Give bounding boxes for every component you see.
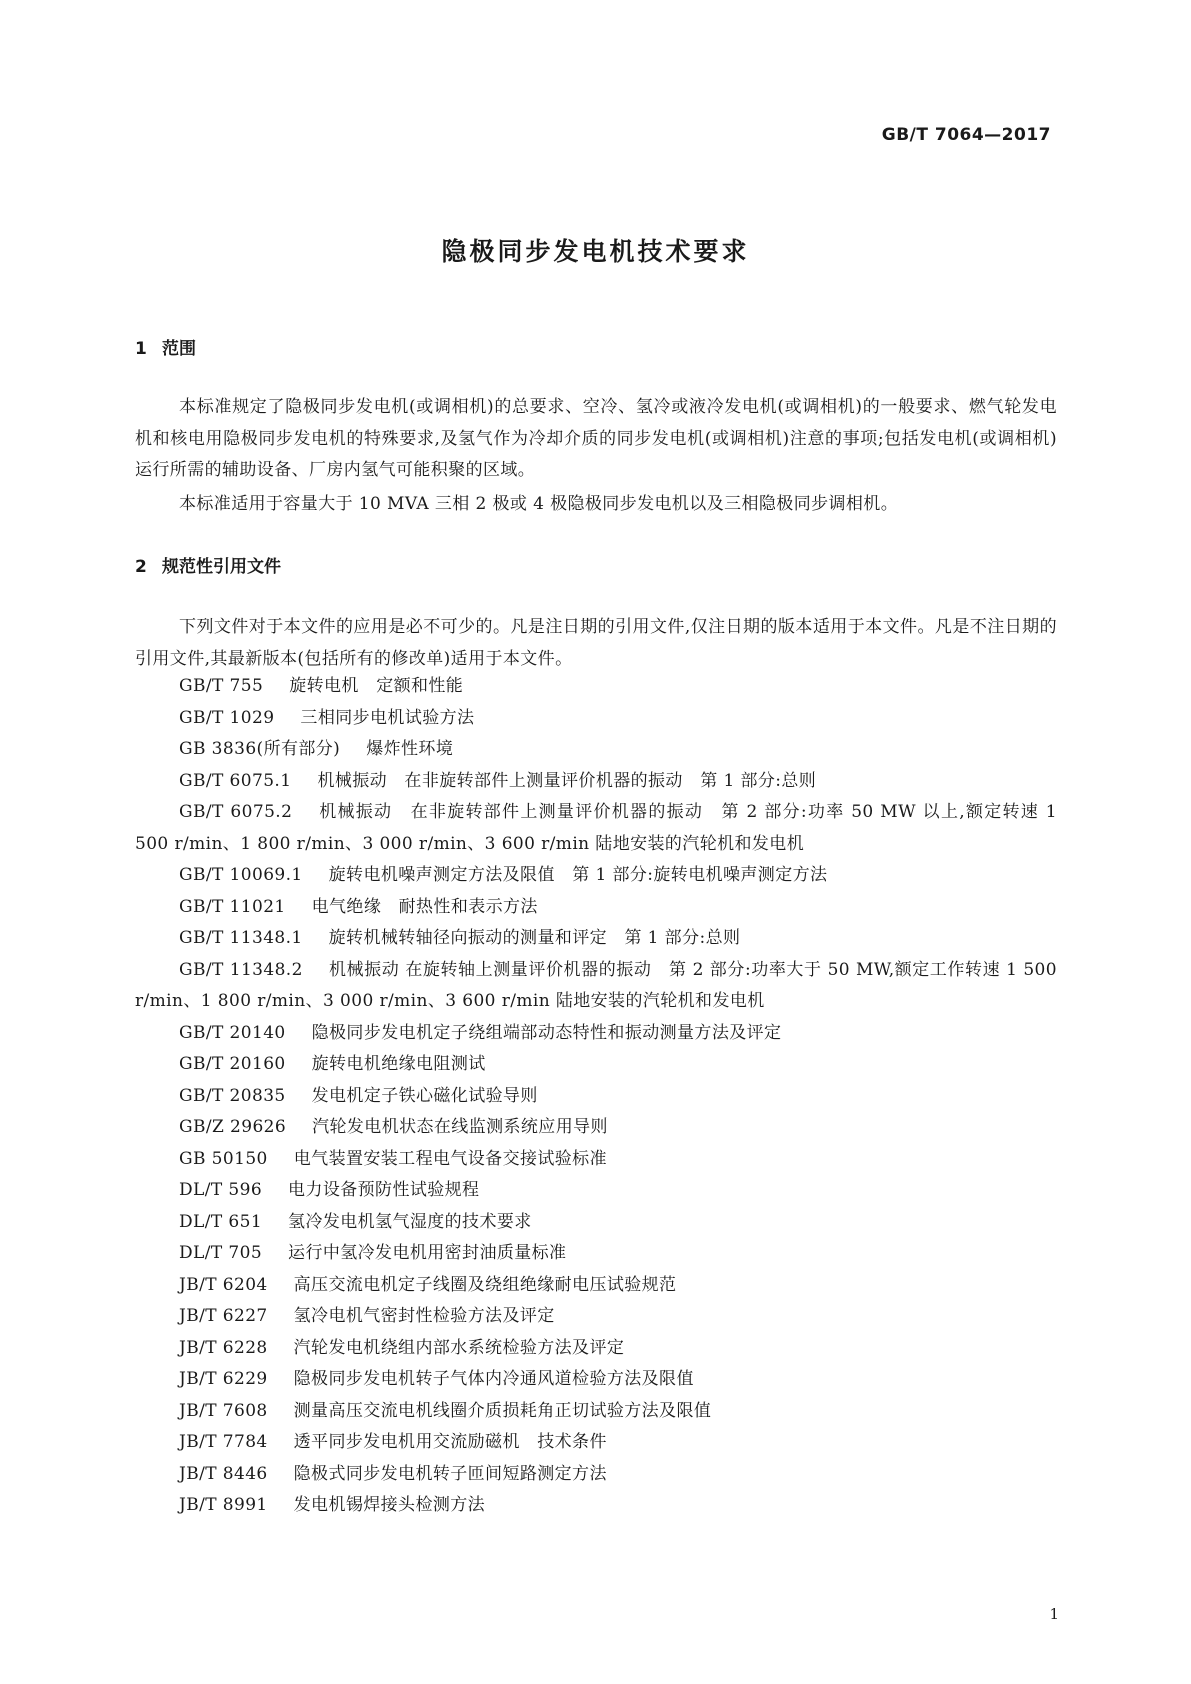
reference-item: [135, 1301, 1057, 1333]
reference-title: 机械振动 在旋转轴上测量评价机器的振动 第 2 部分:功率大于 50 MW,额定工作转速 1 500 r/min、1 800 r/min、3 000 r/min、3 600 r/min 陆地安装的汽轮机和发电机: [135, 959, 1057, 1011]
reference-title: 旋转电机噪声测定方法及限值 第 1 部分:旋转电机噪声测定方法: [328, 865, 828, 885]
reference-code: GB/T 11348.1: [179, 928, 303, 948]
reference-item: [135, 1112, 1057, 1144]
reference-item: [135, 671, 1057, 703]
reference-code: JB/T 7784: [179, 1432, 268, 1452]
reference-item: [135, 1175, 1057, 1207]
reference-title: 机械振动 在非旋转部件上测量评价机器的振动 第 1 部分:总则: [317, 770, 817, 791]
reference-title: 旋转机械转轴径向振动的测量和评定 第 1 部分:总则: [328, 928, 741, 948]
reference-item: [135, 1490, 1057, 1522]
reference-code: GB/T 10069.1: [179, 865, 303, 885]
reference-code: JB/T 6229: [179, 1369, 268, 1389]
reference-item: [135, 860, 1057, 892]
reference-title: 爆炸性环境: [366, 739, 454, 759]
page-number: 1: [1049, 1605, 1059, 1623]
document-title: 隐极同步发电机技术要求: [441, 237, 750, 266]
reference-item: [135, 1333, 1057, 1365]
reference-code: JB/T 8991: [179, 1495, 268, 1515]
reference-item: [135, 1364, 1057, 1396]
standard-code: GB/T 7064—2017: [881, 125, 1051, 145]
reference-item: [135, 1459, 1057, 1491]
reference-title: 高压交流电机定子线圈及绕组绝缘耐电压试验规范: [293, 1274, 677, 1295]
reference-code: GB/T 755: [179, 676, 264, 696]
reference-item: [135, 734, 1057, 766]
reference-code: GB/Z 29626: [179, 1117, 287, 1137]
reference-item: [135, 955, 1057, 1018]
reference-title: 旋转电机 定额和性能: [289, 676, 464, 696]
reference-title: 电力设备预防性试验规程: [288, 1180, 480, 1200]
reference-code: GB/T 20835: [179, 1085, 286, 1106]
section-number: 1: [135, 339, 147, 359]
reference-item: [135, 1238, 1057, 1270]
reference-item: [135, 797, 1057, 860]
reference-code: JB/T 6228: [179, 1337, 268, 1358]
section-title: 范围: [162, 339, 196, 359]
reference-code: GB 3836(所有部分): [179, 739, 341, 759]
reference-title: 隐极式同步发电机转子匝间短路测定方法: [293, 1463, 607, 1484]
reference-code: GB/T 1029: [179, 707, 275, 728]
reference-code: DL/T 705: [179, 1243, 263, 1263]
reference-title: 发电机定子铁心磁化试验导则: [311, 1085, 538, 1106]
reference-item: [135, 1144, 1057, 1176]
reference-code: GB/T 11021: [179, 896, 286, 917]
reference-code: GB/T 6075.1: [179, 770, 292, 791]
reference-item: [135, 766, 1057, 798]
reference-item: [135, 1396, 1057, 1428]
reference-code: GB/T 20160: [179, 1054, 286, 1074]
reference-item: [135, 1207, 1057, 1239]
reference-title: 三相同步电机试验方法: [300, 707, 475, 728]
section-title: 规范性引用文件: [162, 557, 281, 577]
section-number: 2: [135, 557, 147, 577]
reference-title: 旋转电机绝缘电阻测试: [311, 1054, 486, 1074]
reference-item: [135, 1270, 1057, 1302]
reference-item: [135, 1049, 1057, 1081]
reference-title: 电气绝缘 耐热性和表示方法: [311, 896, 538, 917]
reference-title: 透平同步发电机用交流励磁机 技术条件: [293, 1432, 607, 1452]
reference-title: 氢冷发电机氢气湿度的技术要求: [288, 1211, 532, 1232]
reference-item: [135, 703, 1057, 735]
reference-code: GB 50150: [179, 1148, 268, 1169]
reference-item: [135, 1081, 1057, 1113]
reference-code: JB/T 7608: [179, 1400, 268, 1421]
reference-item: [135, 1018, 1057, 1050]
section-heading-normative-references: [135, 552, 281, 577]
reference-title: 机械振动 在非旋转部件上测量评价机器的振动 第 2 部分:功率 50 MW 以上,额定转速 1 500 r/min、1 800 r/min、3 000 r/min、3 600 r/min 陆地安装的汽轮机和发电机: [135, 802, 1057, 854]
scope-paragraph-2: 本标准适用于容量大于 10 MVA 三相 2 极或 4 极隐极同步发电机以及三相隐极同步调相机。: [179, 494, 899, 514]
reference-title: 汽轮发电机绕组内部水系统检验方法及评定: [293, 1337, 625, 1358]
reference-code: JB/T 6227: [179, 1306, 268, 1326]
reference-code: DL/T 651: [179, 1211, 263, 1232]
references-intro: 下列文件对于本文件的应用是必不可少的。凡是注日期的引用文件,仅注日期的版本适用于本文件。凡是不注日期的引用文件,其最新版本(包括所有的修改单)适用于本文件。: [135, 617, 1057, 669]
reference-code: DL/T 596: [179, 1180, 263, 1200]
reference-code: JB/T 8446: [179, 1463, 268, 1484]
reference-code: JB/T 6204: [179, 1274, 268, 1295]
reference-title: 运行中氢冷发电机用密封油质量标准: [288, 1243, 567, 1263]
reference-list: [135, 671, 1057, 1522]
reference-title: 电气装置安装工程电气设备交接试验标准: [293, 1148, 607, 1169]
reference-item: [135, 923, 1057, 955]
section-heading-scope: [135, 334, 196, 359]
reference-code: GB/T 6075.2: [179, 802, 293, 822]
reference-title: 隐极同步发电机转子气体内冷通风道检验方法及限值: [293, 1369, 694, 1389]
scope-paragraph-1: 本标准规定了隐极同步发电机(或调相机)的总要求、空冷、氢冷或液冷发电机(或调相机)的一般要求、燃气轮发电机和核电用隐极同步发电机的特殊要求,及氢气作为冷却介质的同步发电机(或调相机)注意的事项;包括发电机(或调相机)运行所需的辅助设备、厂房内氢气可能积聚的区域。: [135, 397, 1057, 480]
reference-title: 测量高压交流电机线圈介质损耗角正切试验方法及限值: [293, 1400, 712, 1421]
reference-code: GB/T 20140: [179, 1022, 286, 1043]
reference-title: 发电机锡焊接头检测方法: [293, 1495, 486, 1515]
reference-title: 氢冷电机气密封性检验方法及评定: [293, 1306, 555, 1326]
reference-title: 汽轮发电机状态在线监测系统应用导则: [312, 1117, 608, 1137]
reference-title: 隐极同步发电机定子绕组端部动态特性和振动测量方法及评定: [311, 1022, 782, 1043]
reference-item: [135, 892, 1057, 924]
reference-code: GB/T 11348.2: [179, 959, 303, 980]
reference-item: [135, 1427, 1057, 1459]
